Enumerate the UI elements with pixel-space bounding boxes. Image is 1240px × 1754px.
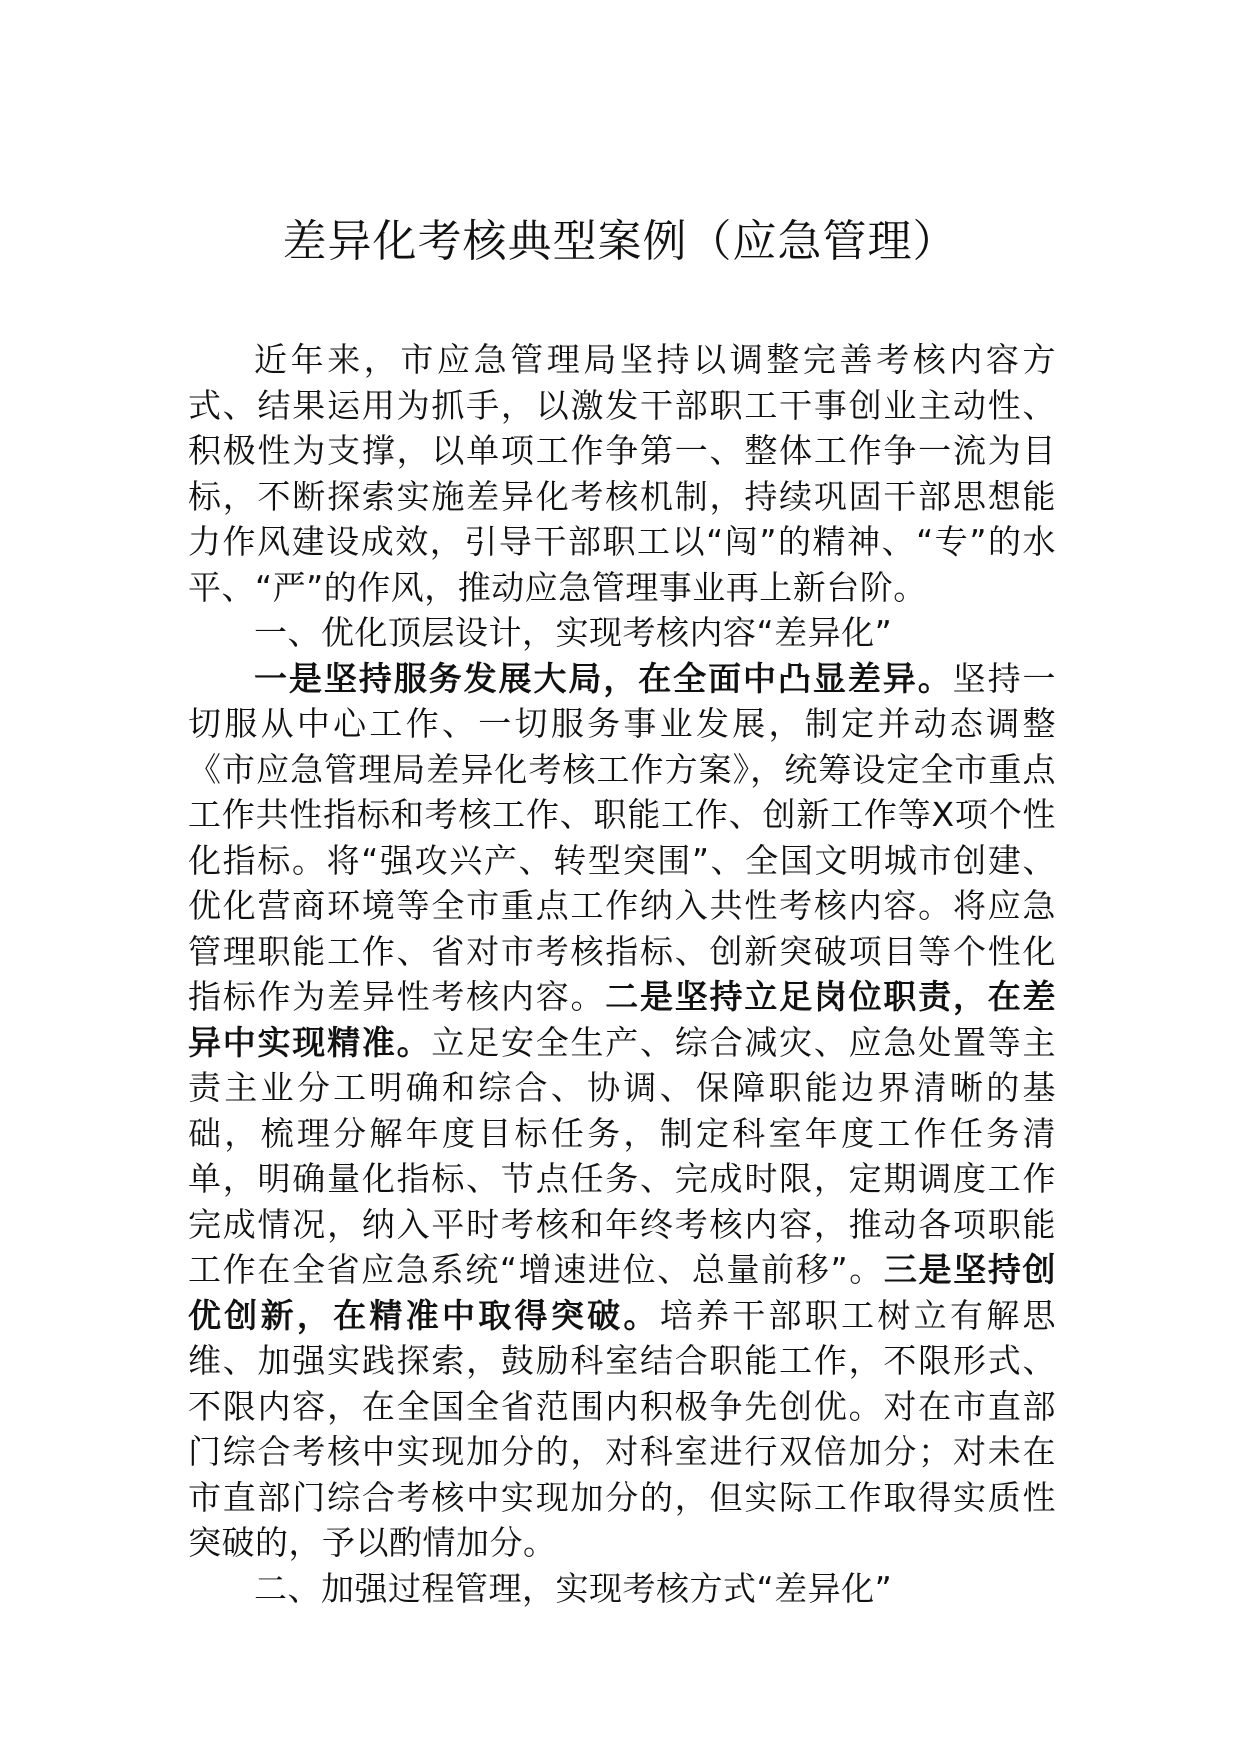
section-1-heading: 一、优化顶层设计，实现考核内容“差异化” (254, 613, 893, 652)
section-2-heading: 二、加强过程管理，实现考核方式“差异化” (254, 1568, 893, 1608)
section-1-paragraph (188, 656, 1056, 1566)
point-2-lead: 二是坚持立足岗位职责，在差异中实现精准。 (188, 977, 1057, 1062)
document-body (188, 337, 1056, 1611)
point-3-lead: 三是坚持创优创新，在精准中取得突破。 (188, 1250, 1056, 1335)
intro-paragraph: 近年来，市应急管理局坚持以调整完善考核内容方式、结果运用为抓手，以激发干部职工干事创业主动性、积极性为支撑，以单项工作争第一、整体工作争一流为目标，不断探索实施差异化考核机制，持续巩固干部思想能力作风建设成效，引导干部职工以“闯”的精神、“专”的水平、“严”的作风，推动应急管理事业再上新台阶。 (188, 340, 1056, 607)
point-1-lead: 一是坚持服务发展大局，在全面中凸显差异。 (254, 658, 953, 698)
point-2-text: 立足安全生产、综合减灾、应急处置等主责主业分工明确和综合、协调、保障职能边界清晰的基础，梳理分解年度目标任务，制定科室年度工作任务清单，明确量化指标、节点任务、完成时限，定期调度工作完成情况，纳入平时考核和年终考核内容，推动各项职能工作在全省应急系统“增速进位、总量前移”。 (188, 1022, 1057, 1289)
document-title: 差异化考核典型案例（应急管理） (282, 216, 958, 267)
point-3-text: 培养干部职工树立有解思维、加强实践探索，鼓励科室结合职能工作，不限形式、不限内容，在全国全省范围内积极争先创优。对在市直部门综合考核中实现加分的，对科室进行双倍加分；对未在市直部门综合考核中实现加分的，但实际工作取得实质性突破的，予以酌情加分。 (188, 1295, 1057, 1562)
point-1-text: 坚持一切服从中心工作、一切服务事业发展，制定并动态调整《市应急管理局差异化考核工作方案》，统筹设定全市重点工作共性指标和考核工作、职能工作、创新工作等X项个性化指标。将“强攻兴产、转型突围”、全国文明城市创建、优化营商环境等全市重点工作纳入共性考核内容。将应急管理职能工作、省对市考核指标、创新突破项目等个性化指标作为差异性考核内容。 (188, 658, 1057, 1016)
